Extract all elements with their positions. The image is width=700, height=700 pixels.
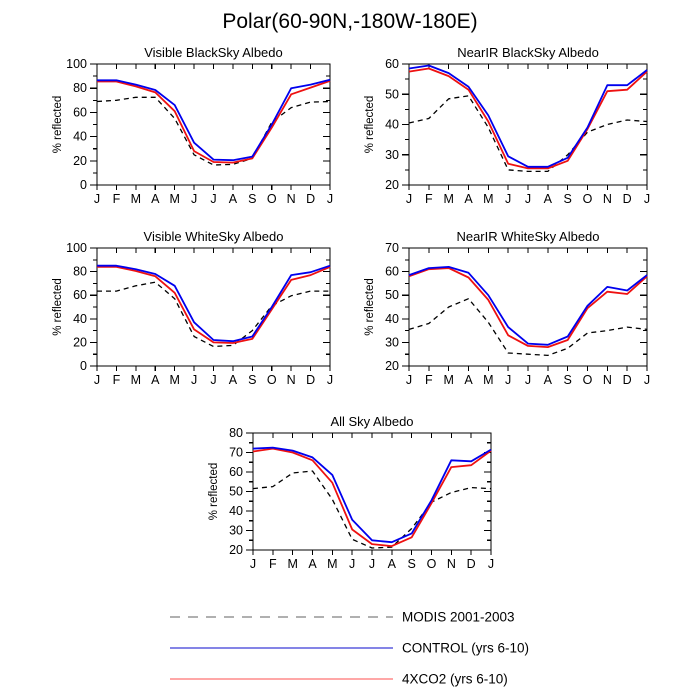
month-label: J	[93, 373, 101, 387]
month-label: M	[483, 373, 494, 387]
series-control-line	[409, 66, 647, 167]
chart-title: Visible WhiteSky Albedo	[143, 229, 284, 244]
y-tick-label: 70	[385, 241, 399, 255]
month-label: J	[643, 192, 651, 206]
month-label: J	[524, 192, 532, 206]
month-label: J	[643, 373, 651, 387]
series-4xco2-line	[409, 268, 647, 347]
y-tick-label: 50	[385, 288, 399, 303]
month-label: A	[151, 192, 160, 206]
month-labels	[94, 373, 333, 387]
y-tick-label: 40	[229, 504, 243, 518]
series-4xco2-line	[409, 69, 647, 169]
y-tick-label: 0	[80, 178, 87, 192]
series-modis-line	[97, 282, 330, 346]
month-label: S	[248, 373, 257, 387]
chart-all	[208, 414, 494, 571]
month-label: S	[248, 192, 257, 206]
legend-label-modis: MODIS 2001-2003	[402, 609, 515, 625]
plot-frame	[409, 248, 647, 366]
month-label: D	[306, 192, 316, 206]
month-label: J	[505, 192, 512, 206]
month-label: N	[602, 192, 612, 206]
month-label: M	[169, 192, 180, 206]
y-tick-label: 100	[66, 57, 87, 71]
x-axis-ticks	[97, 248, 330, 371]
month-label: D	[622, 373, 632, 387]
legend-label-control: CONTROL (yrs 6-10)	[402, 640, 530, 656]
legend-label-4xco2: 4XCO2 (yrs 6-10)	[402, 671, 508, 687]
y-tick-label: 40	[73, 311, 87, 326]
series-4xco2-line	[97, 81, 330, 163]
chart-title: All Sky Albedo	[330, 414, 414, 429]
y-tick-label: 60	[73, 288, 87, 303]
month-label: O	[266, 192, 277, 206]
month-label: F	[112, 373, 121, 387]
y-tick-label: 60	[385, 264, 399, 279]
month-label: J	[487, 557, 495, 571]
y-tick-label: 40	[385, 117, 399, 132]
y-tick-label: 30	[385, 147, 399, 162]
month-label: F	[269, 557, 277, 571]
y-tick-labels	[385, 241, 399, 373]
series-control-line	[97, 80, 330, 161]
month-label: N	[446, 557, 456, 571]
y-tick-label: 70	[229, 445, 243, 460]
series-modis-line	[97, 97, 330, 165]
figure-title: Polar(60-90N,-180W-180E)	[222, 10, 478, 33]
month-label: J	[405, 373, 413, 387]
month-label: O	[582, 373, 593, 387]
y-tick-label: 100	[66, 241, 87, 255]
month-label: M	[443, 192, 454, 206]
month-label: F	[112, 192, 121, 206]
y-tick-label: 30	[385, 335, 399, 350]
month-label: M	[130, 373, 142, 387]
y-axis-label: % reflected	[364, 278, 376, 336]
month-label: S	[563, 373, 572, 387]
y-tick-label: 0	[80, 359, 87, 373]
y-tick-label: 20	[385, 178, 399, 192]
month-label: A	[228, 192, 238, 206]
month-label: S	[563, 192, 572, 206]
y-tick-labels	[66, 241, 87, 373]
month-label: S	[407, 557, 416, 571]
legend-item-modis	[170, 610, 515, 625]
month-label: J	[326, 192, 334, 206]
y-tick-label: 20	[73, 153, 87, 168]
y-tick-label: 80	[73, 81, 87, 96]
month-label: A	[228, 373, 238, 387]
month-label: F	[425, 373, 433, 387]
month-label: A	[543, 373, 553, 387]
month-label: J	[405, 192, 413, 206]
y-tick-label: 20	[229, 543, 243, 557]
legend	[170, 610, 529, 687]
month-label: D	[622, 192, 632, 206]
chart-vbs	[52, 45, 333, 206]
month-label: O	[266, 373, 277, 387]
month-label: J	[249, 557, 257, 571]
legend-item-4xco2	[170, 672, 508, 687]
y-tick-label: 40	[385, 311, 399, 326]
month-label: A	[387, 557, 397, 571]
y-axis-label: % reflected	[52, 95, 64, 154]
chart-nbs	[364, 45, 650, 206]
month-label: J	[524, 373, 532, 387]
y-tick-label: 50	[229, 484, 243, 499]
month-label: J	[93, 192, 101, 206]
series-control-line	[253, 448, 491, 543]
plot-frame	[97, 64, 330, 185]
y-tick-label: 50	[385, 87, 399, 102]
plot-frame	[97, 248, 330, 366]
y-axis-ticks	[402, 248, 647, 366]
series-4xco2-line	[253, 449, 491, 546]
series-control-line	[409, 267, 647, 345]
month-label: J	[326, 373, 334, 387]
y-tick-label: 60	[385, 57, 399, 71]
charts-layer	[52, 45, 650, 571]
y-tick-labels	[66, 57, 87, 192]
y-axis-label: % reflected	[52, 278, 64, 336]
month-label: M	[483, 192, 494, 206]
month-label: N	[286, 373, 296, 387]
y-tick-label: 60	[73, 105, 87, 120]
month-labels	[94, 192, 333, 206]
month-label: A	[464, 192, 473, 206]
month-label: M	[130, 192, 142, 206]
y-tick-labels	[385, 57, 399, 192]
month-label: A	[308, 557, 317, 571]
y-tick-labels	[229, 426, 243, 557]
y-tick-label: 20	[73, 335, 87, 350]
month-label: A	[543, 192, 553, 206]
chart-nws	[364, 229, 650, 387]
y-tick-label: 80	[73, 264, 87, 279]
y-tick-label: 40	[73, 129, 87, 144]
month-label: O	[426, 557, 437, 571]
series-modis-line	[409, 299, 647, 356]
month-label: J	[368, 557, 376, 571]
month-labels	[250, 557, 494, 571]
month-label: D	[306, 373, 316, 387]
month-label: J	[190, 373, 198, 387]
month-label: O	[582, 192, 593, 206]
month-label: J	[210, 373, 217, 387]
month-label: J	[349, 557, 356, 571]
y-axis-label: % reflected	[364, 95, 376, 154]
y-tick-label: 80	[229, 426, 243, 440]
month-label: J	[190, 192, 198, 206]
month-label: A	[151, 373, 160, 387]
chart-title: Visible BlackSky Albedo	[144, 45, 283, 60]
month-label: N	[602, 373, 612, 387]
month-label: F	[425, 192, 433, 206]
series-modis-line	[253, 471, 491, 548]
y-tick-label: 20	[385, 359, 399, 373]
y-tick-label: 30	[229, 523, 243, 538]
month-label: J	[505, 373, 512, 387]
month-labels	[406, 373, 650, 387]
series-control-line	[97, 266, 330, 342]
month-labels	[406, 192, 650, 206]
month-label: D	[466, 557, 476, 571]
chart-title: NearIR BlackSky Albedo	[457, 45, 599, 60]
series-modis-line	[409, 96, 647, 172]
month-label: M	[327, 557, 338, 571]
month-label: J	[210, 192, 217, 206]
month-label: M	[169, 373, 180, 387]
y-tick-label: 60	[229, 465, 243, 479]
month-label: N	[286, 192, 296, 206]
month-label: M	[443, 373, 454, 387]
y-axis-ticks	[90, 248, 330, 366]
month-label: M	[287, 557, 298, 571]
y-axis-label: % reflected	[208, 462, 220, 521]
chart-vws	[52, 229, 333, 387]
legend-item-control	[170, 641, 529, 656]
chart-title: NearIR WhiteSky Albedo	[456, 229, 600, 244]
series-4xco2-line	[97, 267, 330, 343]
month-label: A	[464, 373, 473, 387]
